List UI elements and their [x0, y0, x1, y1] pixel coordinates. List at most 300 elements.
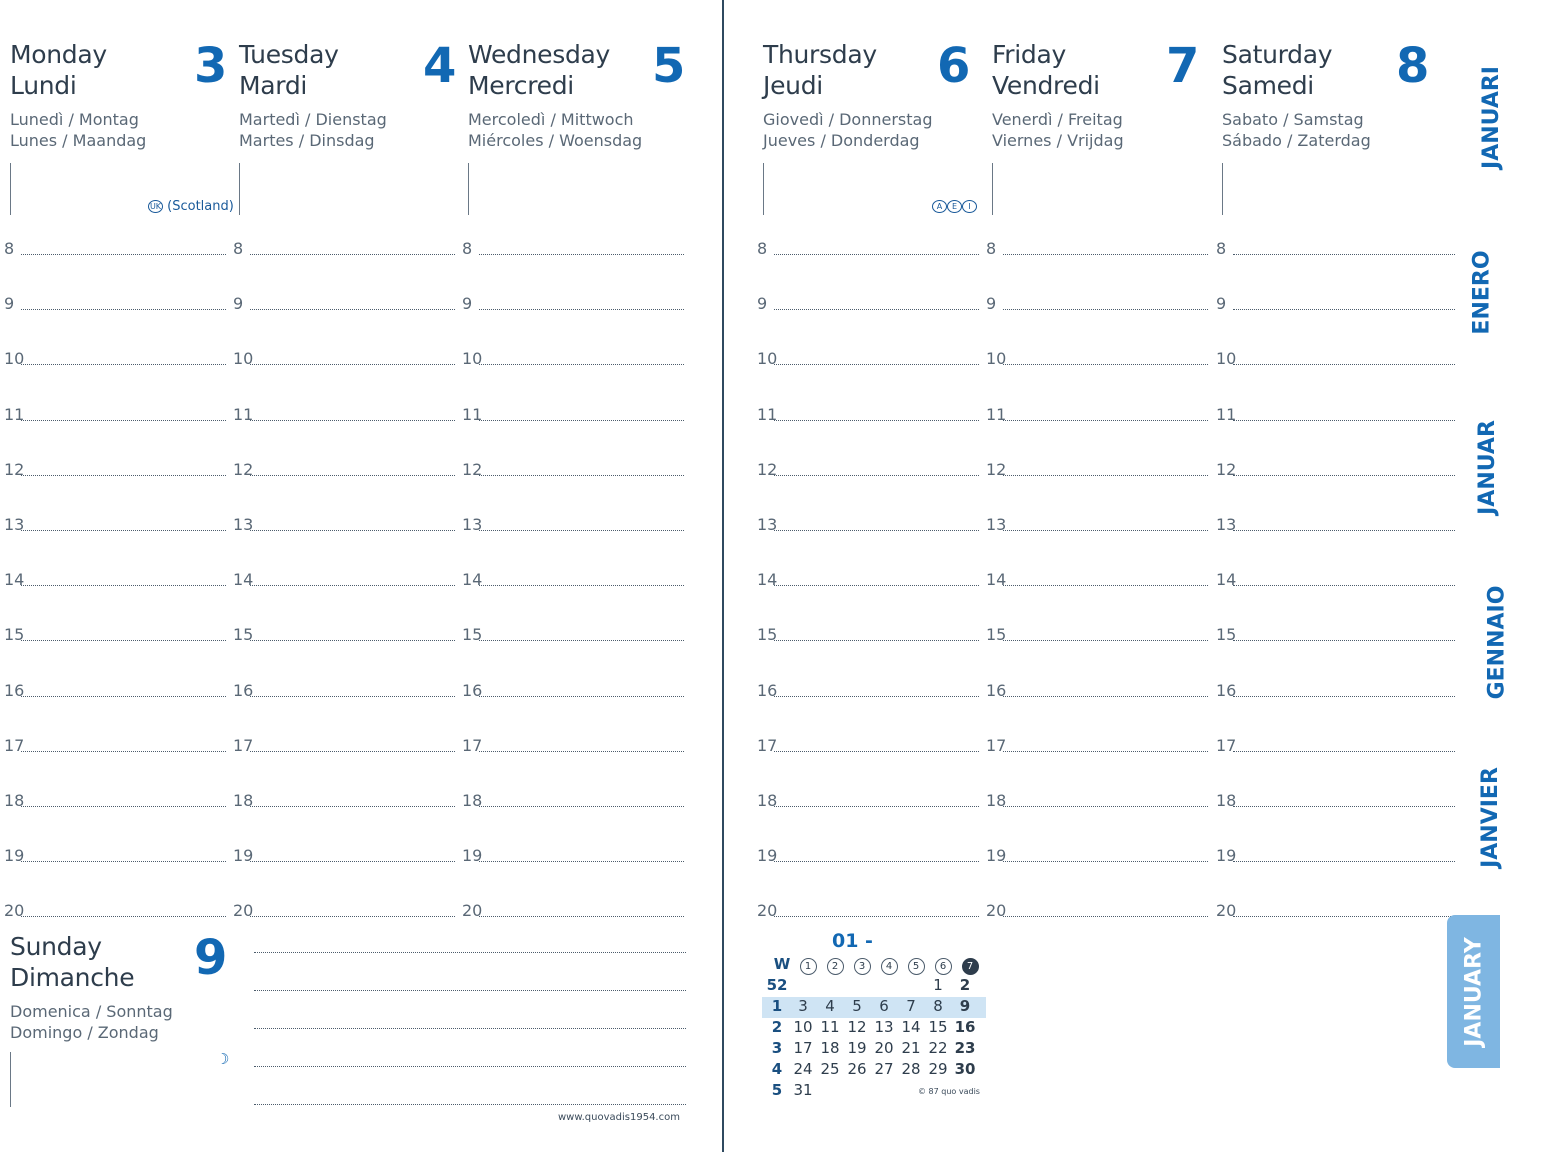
hour-row[interactable] — [1216, 682, 1444, 702]
weekday-header — [903, 954, 929, 975]
writing-line — [479, 309, 684, 310]
hour-label: 15 — [4, 625, 25, 645]
hour-row[interactable] — [757, 626, 985, 646]
writing-line — [774, 254, 979, 255]
hour-label: 12 — [462, 459, 483, 479]
writing-line — [479, 585, 684, 586]
day-name-it-de: Lunedì / Montag — [10, 110, 139, 129]
hour-row[interactable] — [986, 461, 1214, 481]
divider — [1222, 163, 1223, 215]
calendar-day[interactable]: 30 — [954, 1060, 976, 1078]
writing-line — [21, 364, 226, 365]
writing-line — [21, 861, 226, 862]
writing-line — [1233, 254, 1455, 255]
writing-line — [1003, 696, 1208, 697]
calendar-day[interactable]: 20 — [874, 1039, 894, 1057]
hour-label: 18 — [1216, 791, 1237, 810]
day-5 — [1222, 0, 1440, 220]
hour-label: 9 — [4, 294, 15, 314]
writing-line — [1233, 751, 1455, 752]
writing-line — [21, 806, 226, 807]
calendar-day[interactable]: 18 — [820, 1039, 840, 1057]
hour-row[interactable] — [986, 571, 1214, 591]
divider — [763, 163, 764, 215]
day-name-en: Saturday — [1222, 40, 1333, 69]
sunday-line[interactable] — [254, 990, 686, 991]
calendar-day[interactable]: 19 — [847, 1039, 867, 1057]
divider — [992, 163, 993, 215]
hour-row[interactable] — [757, 516, 985, 536]
writing-line — [479, 254, 684, 255]
calendar-day[interactable]: 28 — [901, 1060, 921, 1078]
day-name-es-nl: Martes / Dinsdag — [239, 131, 375, 150]
hour-row[interactable] — [986, 737, 1214, 757]
day-number: 6 — [937, 38, 971, 94]
day-name-en: Thursday — [763, 40, 877, 69]
hour-label: 13 — [1216, 515, 1237, 534]
writing-line — [774, 364, 979, 365]
hour-label: 10 — [1216, 349, 1237, 369]
holiday-note-scotland — [148, 199, 234, 214]
writing-line — [250, 696, 455, 697]
day-number: 9 — [194, 930, 228, 986]
sunday-line[interactable] — [254, 1104, 686, 1105]
hour-label: 20 — [462, 901, 483, 921]
writing-line — [1003, 530, 1208, 531]
hour-label: 12 — [233, 459, 254, 479]
writing-line — [774, 309, 979, 310]
hour-label: 11 — [233, 404, 254, 424]
writing-line — [479, 806, 684, 807]
hour-label: 8 — [986, 239, 997, 258]
day-2 — [468, 0, 686, 220]
tab-janvier[interactable] — [1440, 760, 1503, 870]
calendar-day[interactable]: 17 — [793, 1039, 813, 1057]
hour-label: 8 — [462, 239, 473, 258]
hour-row[interactable] — [233, 350, 461, 370]
hour-label: 19 — [233, 846, 254, 866]
hour-row[interactable] — [4, 571, 232, 591]
hour-label: 17 — [233, 735, 254, 755]
hour-row[interactable] — [462, 902, 690, 922]
hour-label: 14 — [233, 570, 254, 590]
day-1 — [239, 0, 457, 220]
writing-line — [250, 916, 455, 917]
day-4 — [992, 0, 1210, 220]
week-number: 5 — [771, 1081, 783, 1099]
hour-row[interactable] — [757, 571, 985, 591]
hour-label: 13 — [757, 515, 778, 534]
calendar-day[interactable]: 16 — [954, 1018, 976, 1036]
calendar-day[interactable]: 8 — [933, 997, 943, 1015]
hour-row[interactable] — [986, 626, 1214, 646]
day-name-es-nl: Sábado / Zaterdag — [1222, 131, 1371, 150]
weekday-header — [849, 954, 875, 975]
calendar-day[interactable]: 5 — [852, 997, 862, 1015]
day-name-en: Sunday — [10, 932, 102, 961]
calendar-day[interactable]: 15 — [928, 1018, 948, 1036]
hour-label: 9 — [1216, 294, 1227, 314]
weekday-circle-icon: 2 — [827, 958, 844, 975]
writing-line — [250, 585, 455, 586]
hour-label: 12 — [757, 459, 778, 479]
badge-e: E — [947, 200, 962, 213]
week-number: 1 — [771, 997, 783, 1015]
hour-row[interactable] — [1216, 626, 1444, 646]
hour-label: 16 — [4, 680, 25, 700]
hour-row[interactable] — [233, 792, 461, 812]
hour-label: 11 — [1216, 404, 1237, 424]
tab-label: JANUARY — [1461, 936, 1486, 1047]
hour-label: 9 — [757, 294, 768, 314]
hour-row[interactable] — [986, 516, 1214, 536]
hour-row[interactable] — [4, 350, 232, 370]
calendar-day[interactable]: 2 — [959, 976, 971, 994]
writing-line — [1233, 530, 1455, 531]
tab-januar[interactable] — [1440, 410, 1500, 520]
writing-line — [774, 640, 979, 641]
calendar-day[interactable]: 31 — [793, 1081, 813, 1099]
writing-line — [774, 530, 979, 531]
writing-line — [1233, 916, 1455, 917]
holiday-badges — [932, 199, 977, 214]
day-0 — [10, 0, 228, 220]
hour-row[interactable] — [757, 295, 985, 315]
scotland-label: (Scotland) — [167, 199, 234, 214]
hour-row[interactable] — [233, 847, 461, 867]
hour-label: 20 — [4, 901, 25, 921]
writing-line — [1233, 475, 1455, 476]
hour-row[interactable] — [1216, 792, 1444, 812]
hour-label: 8 — [1216, 239, 1227, 258]
day-name-it-de: Sabato / Samstag — [1222, 110, 1364, 129]
hour-row[interactable] — [233, 626, 461, 646]
week-number: 4 — [771, 1060, 783, 1078]
hour-label: 16 — [986, 680, 1007, 700]
day-name-en: Friday — [992, 40, 1066, 69]
calendar-day[interactable]: 1 — [933, 976, 943, 994]
sunday-line[interactable] — [254, 1028, 686, 1029]
hour-row[interactable] — [986, 902, 1214, 922]
week-number: 52 — [766, 976, 788, 994]
hour-label: 8 — [4, 239, 15, 258]
hour-label: 8 — [233, 239, 244, 258]
hour-row[interactable] — [986, 295, 1214, 315]
calendar-day[interactable]: 25 — [820, 1060, 840, 1078]
hour-row[interactable] — [1216, 847, 1444, 867]
calendar-day[interactable]: 12 — [847, 1018, 867, 1036]
hour-row[interactable] — [233, 516, 461, 536]
hour-row[interactable] — [4, 792, 232, 812]
day-name-fr: Samedi — [1222, 71, 1314, 100]
calendar-day[interactable]: 29 — [928, 1060, 948, 1078]
hour-row[interactable] — [1216, 350, 1444, 370]
hour-row[interactable] — [233, 902, 461, 922]
calendar-day[interactable]: 22 — [928, 1039, 948, 1057]
mini-calendar — [762, 930, 988, 1105]
hour-row[interactable] — [233, 737, 461, 757]
sunday-line[interactable] — [254, 1066, 686, 1067]
day-name-fr: Dimanche — [10, 963, 135, 992]
hour-row[interactable] — [233, 240, 461, 260]
day-3 — [763, 0, 981, 220]
hour-row[interactable] — [462, 792, 690, 812]
calendar-day[interactable]: 10 — [793, 1018, 813, 1036]
hour-label: 9 — [986, 294, 997, 314]
hour-label: 15 — [462, 625, 483, 645]
hour-row[interactable] — [462, 406, 690, 426]
hour-label: 17 — [986, 735, 1007, 755]
day-sunday — [10, 892, 228, 1112]
writing-line — [479, 640, 684, 641]
tab-label: ENERO — [1469, 250, 1495, 335]
hour-row[interactable] — [757, 350, 985, 370]
hour-row[interactable] — [462, 682, 690, 702]
uk-badge: UK — [149, 202, 162, 211]
tab-januari[interactable] — [1440, 60, 1504, 170]
day-number: 4 — [423, 38, 457, 94]
writing-line — [1003, 751, 1208, 752]
writing-line — [1233, 806, 1455, 807]
tab-enero[interactable] — [1440, 240, 1495, 340]
writing-line — [250, 254, 455, 255]
hour-row[interactable] — [462, 737, 690, 757]
writing-line — [250, 751, 455, 752]
day-name-it-de: Mercoledì / Mittwoch — [468, 110, 634, 129]
hour-row[interactable] — [757, 461, 985, 481]
hour-row[interactable] — [233, 406, 461, 426]
writing-line — [250, 420, 455, 421]
hour-row[interactable] — [462, 516, 690, 536]
hour-row[interactable] — [462, 626, 690, 646]
writing-line — [1003, 254, 1208, 255]
hour-label: 10 — [4, 349, 25, 369]
hour-label: 20 — [1216, 901, 1237, 921]
day-name-es-nl: Jueves / Donderdag — [763, 131, 920, 150]
hour-label: 8 — [757, 239, 768, 258]
hour-row[interactable] — [4, 737, 232, 757]
hour-row[interactable] — [757, 737, 985, 757]
day-name-it-de: Domenica / Sonntag — [10, 1002, 173, 1021]
hour-label: 12 — [4, 459, 25, 479]
calendar-day[interactable]: 3 — [798, 997, 808, 1015]
hour-label: 17 — [462, 735, 483, 755]
hour-row[interactable] — [4, 240, 232, 260]
hour-label: 15 — [233, 625, 254, 645]
calendar-day[interactable]: 24 — [793, 1060, 813, 1078]
hour-label: 19 — [1216, 846, 1237, 866]
weekday-header — [822, 954, 848, 975]
calendar-day[interactable]: 4 — [825, 997, 835, 1015]
divider — [468, 163, 469, 215]
writing-line — [1233, 309, 1455, 310]
day-name-fr: Jeudi — [763, 71, 823, 100]
divider — [239, 163, 240, 215]
hour-label: 10 — [986, 349, 1007, 369]
calendar-day[interactable]: 23 — [954, 1039, 976, 1057]
divider — [10, 163, 11, 215]
calendar-day[interactable]: 14 — [901, 1018, 921, 1036]
writing-line — [774, 916, 979, 917]
hour-row[interactable] — [1216, 516, 1444, 536]
hour-row[interactable] — [986, 792, 1214, 812]
sunday-line[interactable] — [254, 952, 686, 953]
day-number: 5 — [652, 38, 686, 94]
writing-line — [250, 364, 455, 365]
hour-row[interactable] — [1216, 902, 1444, 922]
badge-a: A — [932, 200, 947, 213]
writing-line — [1003, 475, 1208, 476]
tab-label: GENNAIO — [1484, 585, 1510, 700]
writing-line — [479, 751, 684, 752]
calendar-day[interactable]: 27 — [874, 1060, 894, 1078]
tab-label: JANVIER — [1477, 767, 1503, 868]
hour-row[interactable] — [757, 902, 985, 922]
writing-line — [774, 420, 979, 421]
writing-line — [1003, 640, 1208, 641]
writing-line — [774, 696, 979, 697]
tab-label: JANUAR — [1474, 420, 1500, 515]
writing-line — [479, 475, 684, 476]
hour-label: 16 — [233, 680, 254, 700]
calendar-day[interactable]: 13 — [874, 1018, 894, 1036]
hour-row[interactable] — [4, 516, 232, 536]
hour-label: 19 — [462, 846, 483, 866]
hour-label: 17 — [4, 735, 25, 755]
writing-line — [250, 530, 455, 531]
day-name-es-nl: Lunes / Maandag — [10, 131, 147, 150]
hour-row[interactable] — [986, 240, 1214, 260]
writing-line — [21, 254, 226, 255]
hour-label: 20 — [757, 901, 778, 921]
hour-label: 11 — [4, 404, 25, 424]
weekday-circle-icon: 5 — [908, 958, 925, 975]
writing-line — [479, 530, 684, 531]
hour-row[interactable] — [462, 240, 690, 260]
calendar-day[interactable]: 6 — [879, 997, 889, 1015]
hour-label: 12 — [986, 459, 1007, 479]
hour-row[interactable] — [462, 461, 690, 481]
hour-row[interactable] — [757, 240, 985, 260]
hour-row[interactable] — [4, 406, 232, 426]
writing-line — [21, 475, 226, 476]
writing-line — [21, 751, 226, 752]
writing-line — [774, 861, 979, 862]
writing-line — [774, 585, 979, 586]
hour-label: 14 — [462, 570, 483, 590]
hour-row[interactable] — [757, 406, 985, 426]
hour-row[interactable] — [4, 626, 232, 646]
hour-row[interactable] — [757, 847, 985, 867]
hour-row[interactable] — [4, 295, 232, 315]
week-number: 3 — [771, 1039, 783, 1057]
hour-label: 11 — [986, 404, 1007, 424]
weekday-header — [876, 954, 902, 975]
day-name-it-de: Venerdì / Freitag — [992, 110, 1123, 129]
writing-line — [1233, 420, 1455, 421]
writing-line — [1003, 861, 1208, 862]
writing-line — [21, 420, 226, 421]
hour-label: 14 — [986, 570, 1007, 590]
hour-row[interactable] — [462, 847, 690, 867]
hour-row[interactable] — [4, 682, 232, 702]
hour-label: 20 — [986, 901, 1007, 921]
hour-row[interactable] — [1216, 240, 1444, 260]
hour-row[interactable] — [462, 571, 690, 591]
tab-gennaio[interactable] — [1440, 580, 1510, 700]
hour-label: 18 — [462, 791, 483, 810]
hour-label: 13 — [233, 515, 254, 534]
hour-label: 9 — [462, 294, 473, 314]
day-name-fr: Vendredi — [992, 71, 1100, 100]
hour-row[interactable] — [462, 350, 690, 370]
hour-row[interactable] — [462, 295, 690, 315]
calendar-day[interactable]: 21 — [901, 1039, 921, 1057]
hour-label: 16 — [462, 680, 483, 700]
writing-line — [479, 916, 684, 917]
copyright: © 87 quo vadis — [918, 1087, 980, 1096]
hour-row[interactable] — [233, 295, 461, 315]
hour-row[interactable] — [757, 682, 985, 702]
writing-line — [774, 806, 979, 807]
writing-line — [1003, 309, 1208, 310]
writing-line — [250, 806, 455, 807]
writing-line — [1233, 696, 1455, 697]
hour-label: 15 — [1216, 625, 1237, 645]
hour-label: 18 — [233, 791, 254, 810]
hour-row[interactable] — [986, 682, 1214, 702]
writing-line — [250, 309, 455, 310]
writing-line — [21, 309, 226, 310]
writing-line — [479, 861, 684, 862]
day-number: 3 — [194, 38, 228, 94]
hour-label: 18 — [757, 791, 778, 810]
hour-row[interactable] — [1216, 737, 1444, 757]
hour-row[interactable] — [233, 461, 461, 481]
tab-label: JANUARI — [1478, 66, 1504, 169]
writing-line — [21, 585, 226, 586]
hour-row[interactable] — [986, 406, 1214, 426]
calendar-day[interactable]: 11 — [820, 1018, 840, 1036]
tab-january-active[interactable] — [1447, 915, 1500, 1068]
hour-row[interactable] — [1216, 406, 1444, 426]
hour-row[interactable] — [233, 682, 461, 702]
badge-i: I — [962, 200, 977, 213]
writing-line — [479, 420, 684, 421]
calendar-day[interactable]: 9 — [959, 997, 971, 1015]
hour-row[interactable] — [4, 847, 232, 867]
day-name-en: Tuesday — [239, 40, 339, 69]
calendar-day[interactable]: 26 — [847, 1060, 867, 1078]
hour-row[interactable] — [1216, 461, 1444, 481]
weekday-header — [957, 954, 983, 975]
calendar-day[interactable]: 7 — [906, 997, 916, 1015]
writing-line — [1003, 806, 1208, 807]
hour-row[interactable] — [4, 461, 232, 481]
hour-label: 10 — [462, 349, 483, 369]
writing-line — [774, 751, 979, 752]
hour-label: 14 — [4, 570, 25, 590]
hour-row[interactable] — [233, 571, 461, 591]
hour-label: 13 — [986, 515, 1007, 534]
hour-row[interactable] — [1216, 295, 1444, 315]
hour-row[interactable] — [757, 792, 985, 812]
hour-row[interactable] — [986, 847, 1214, 867]
hour-label: 17 — [757, 735, 778, 755]
hour-label: 12 — [1216, 459, 1237, 479]
hour-row[interactable] — [986, 350, 1214, 370]
hour-row[interactable] — [1216, 571, 1444, 591]
